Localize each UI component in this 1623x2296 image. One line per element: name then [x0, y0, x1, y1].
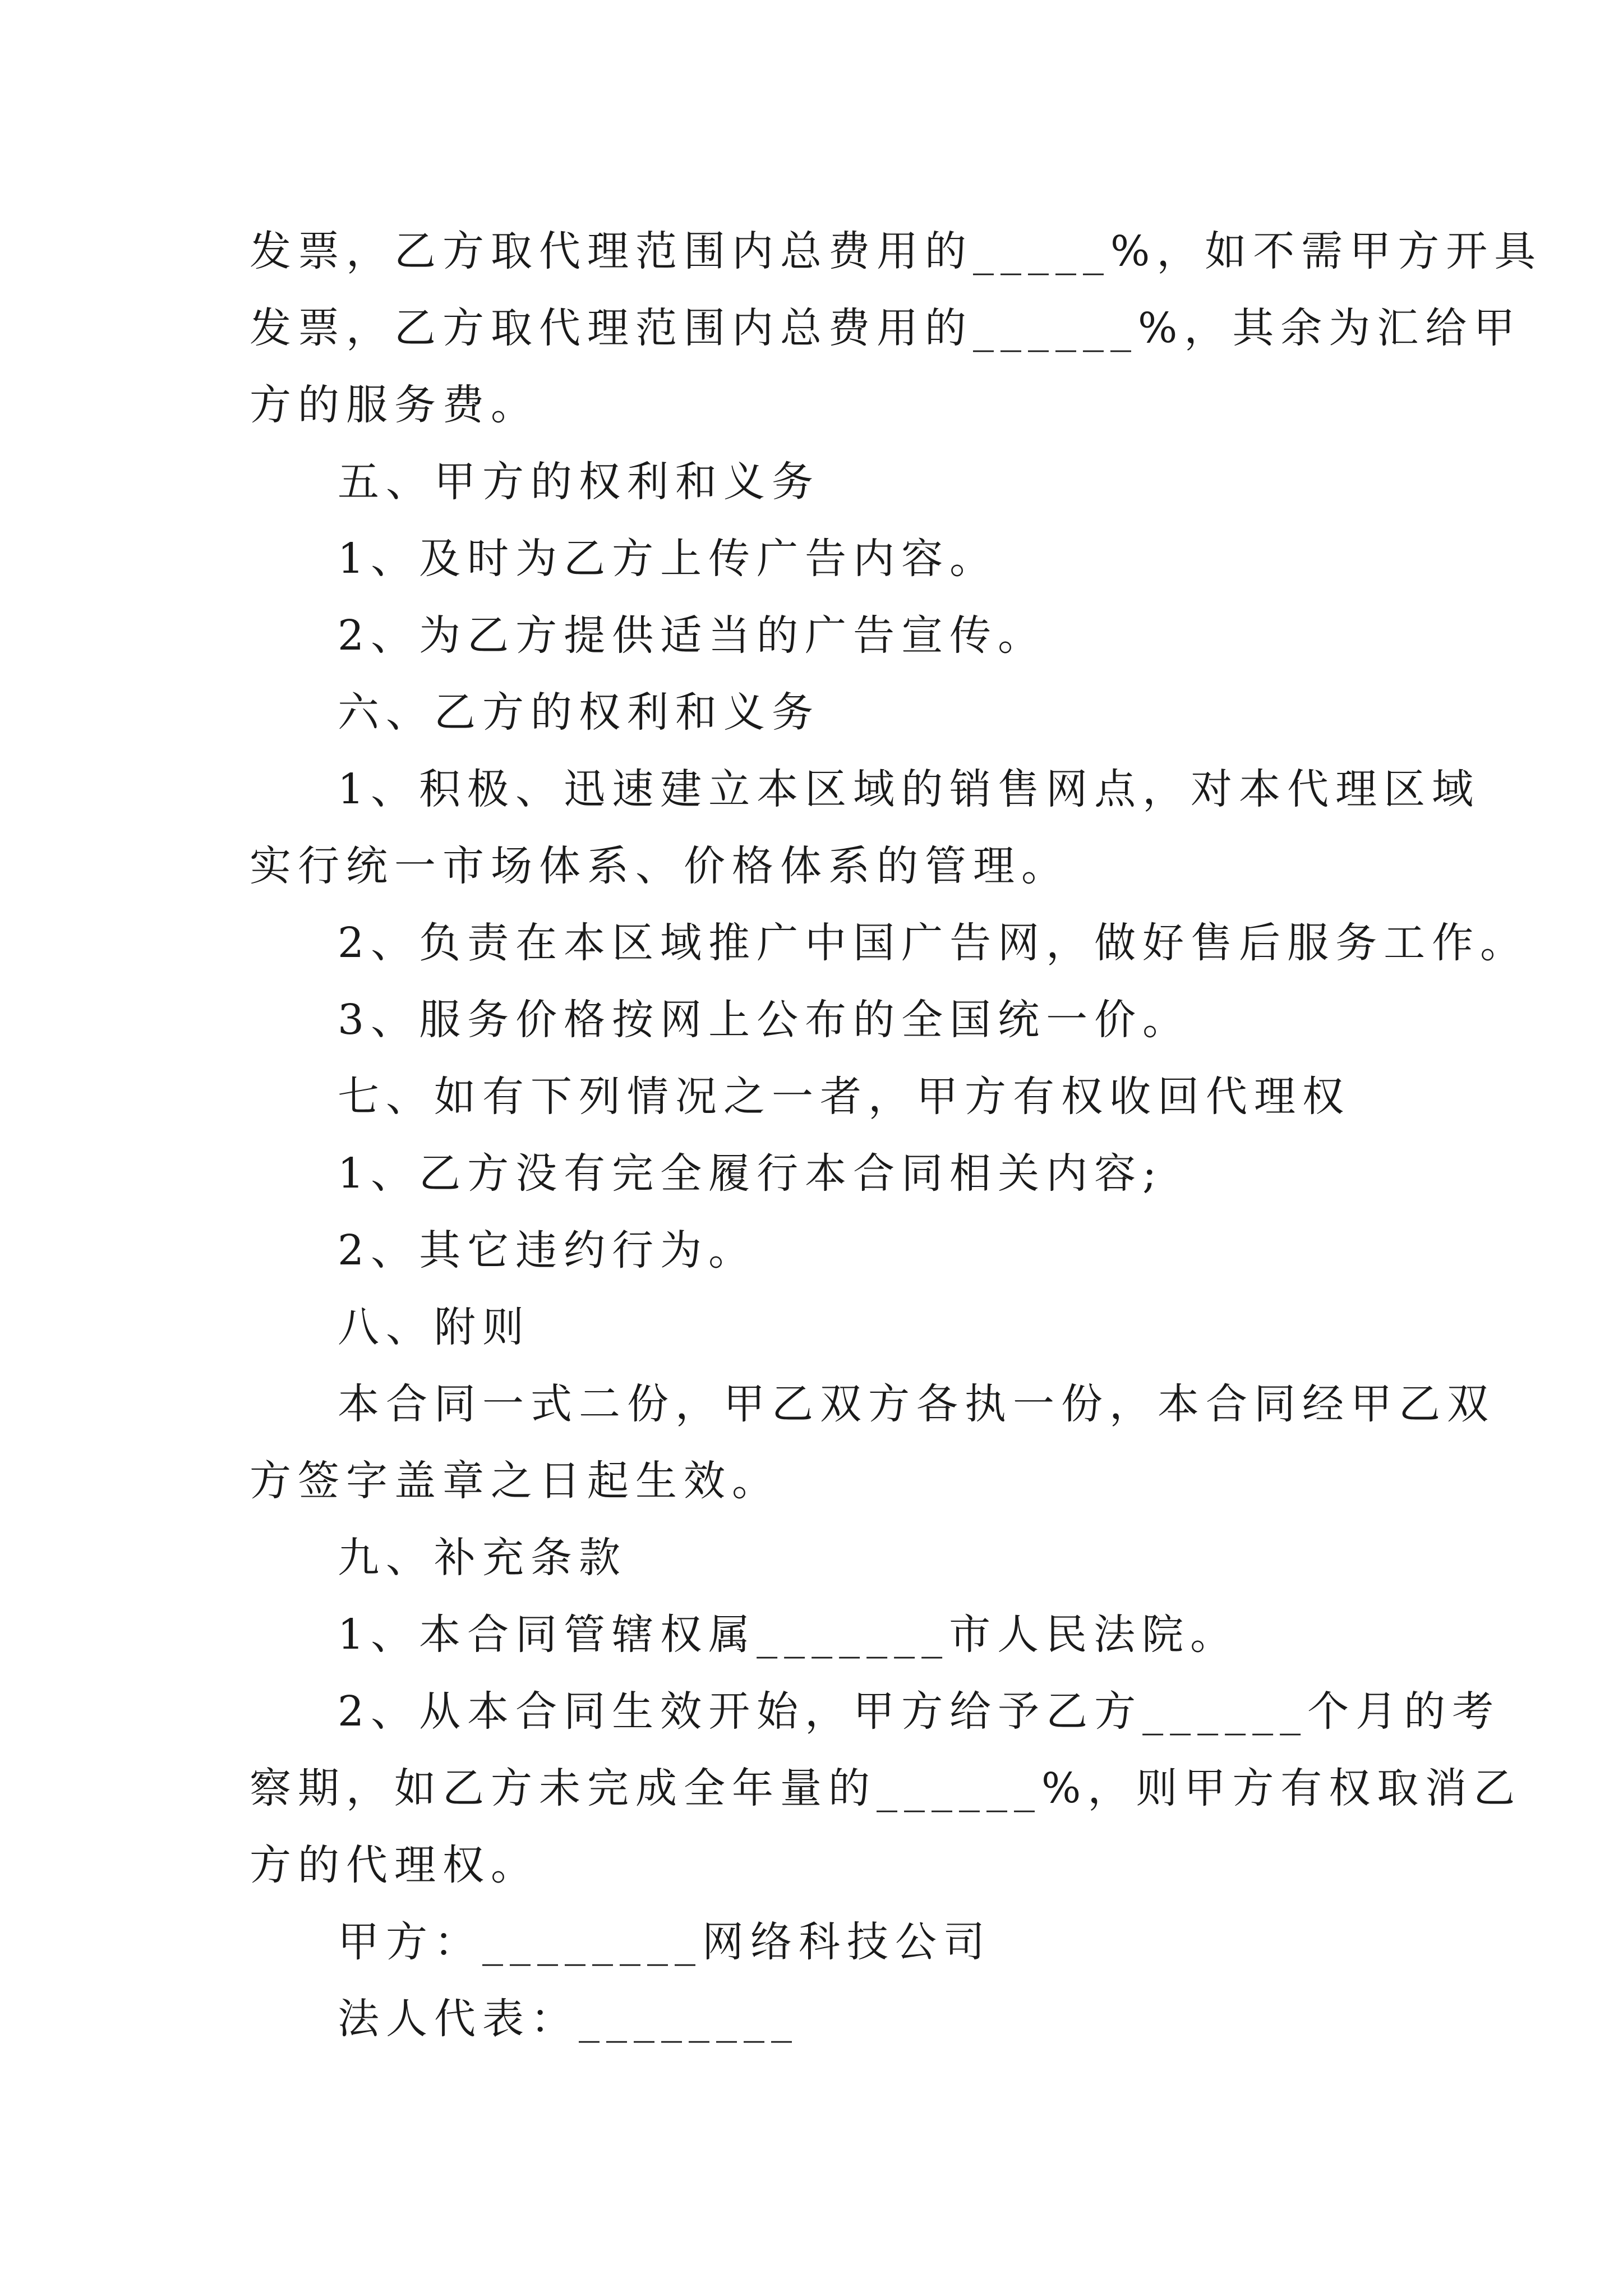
list-item: 3、服务价格按网上公布的全国统一价。: [338, 996, 1191, 1044]
list-item: 1、及时为乙方上传广告内容。: [338, 535, 998, 583]
text-line: 方的服务费。: [250, 381, 539, 429]
legal-representative-line: 法人代表：________: [338, 1995, 799, 2043]
text-line: 方签字盖章之日起生效。: [250, 1457, 780, 1505]
list-item: 2、为乙方提供适当的广告宣传。: [338, 611, 1046, 660]
list-item: 2、从本合同生效开始，甲方给予乙方______个月的考: [338, 1687, 1501, 1736]
party-a-signature-line: 甲方：________网络科技公司: [338, 1918, 992, 1966]
text-line: 发票，乙方取代理范围内总费用的______%，其余为汇给甲: [250, 304, 1522, 352]
list-item: 2、其它违约行为。: [338, 1226, 757, 1274]
text-line: 察期，如乙方未完成全年量的______%，则甲方有权取消乙: [250, 1764, 1522, 1812]
list-item: 1、本合同管辖权属_______市人民法院。: [338, 1611, 1239, 1659]
list-item: 2、负责在本区域推广中国广告网，做好售后服务工作。: [338, 919, 1529, 967]
section-heading: 八、附则: [338, 1303, 531, 1351]
list-item: 1、乙方没有完全履行本合同相关内容;: [338, 1149, 1164, 1198]
section-heading: 五、甲方的权利和义务: [338, 458, 820, 506]
text-line: 发票，乙方取代理范围内总费用的_____%，如不需甲方开具: [250, 227, 1543, 275]
paragraph-line: 本合同一式二份，甲乙双方各执一份，本合同经甲乙双: [338, 1380, 1495, 1428]
section-heading: 六、乙方的权利和义务: [338, 688, 820, 737]
contract-text: [250, 213, 1543, 2058]
section-heading: 七、如有下列情况之一者，甲方有权收回代理权: [338, 1073, 1350, 1121]
text-line: 实行统一市场体系、价格体系的管理。: [250, 842, 1069, 890]
list-item: 1、积极、迅速建立本区域的销售网点，对本代理区域: [338, 765, 1481, 813]
section-heading: 九、补充条款: [338, 1534, 627, 1582]
text-line: 方的代理权。: [250, 1841, 539, 1889]
